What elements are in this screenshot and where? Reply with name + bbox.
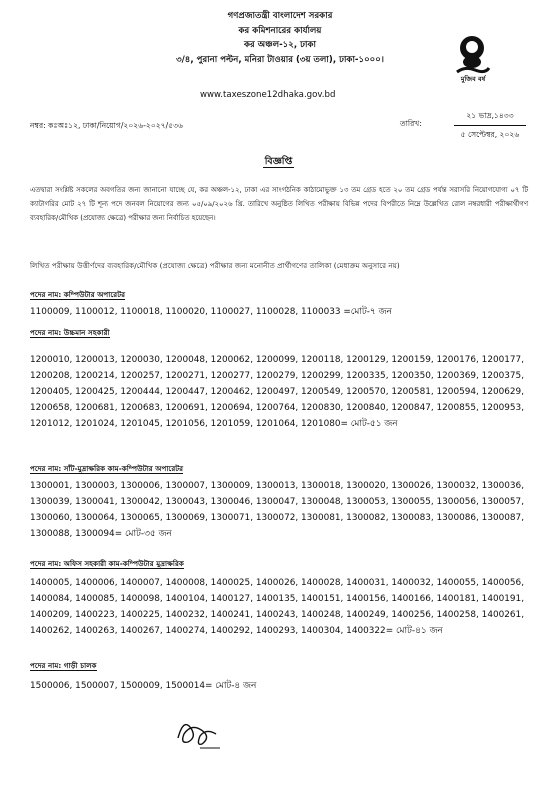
website-link[interactable]: www.taxeszone12dhaka.gov.bd (200, 90, 336, 100)
logo-text: মুজিব বর্ষ (460, 75, 486, 83)
section-rolls-steno-typist: 1300001, 1300003, 1300006, 1300007, 1300009, 1300013, 1300018, 1300020, 1300026, 1300032, 1300036, 1300039, 1300041, 1300042, 1300043, 1300046, 1300047, 1300048, 1300053, 1300055, 1300056, 1300057, 1300060, 1300064, 1300065, 1300069, 1300071, 1300072, 1300081, 1300082, 1300083, 1300086, 1300087, 1300088, 1300094= মোট-৩৫ জন (30, 481, 525, 539)
signature-image (170, 708, 230, 753)
header-address: ৩/৪, পুরানা পল্টন, মনিরা টাওয়ার (৩য় তলা), ঢাকা-১০০০। (176, 55, 384, 65)
section-rolls-office-assistant: 1400005, 1400006, 1400007, 1400008, 1400025, 1400026, 1400028, 1400031, 1400032, 1400055, 1400056, 1400084, 1400085, 1400098, 1400104, 1400127, 1400135, 1400151, 1400156, 1400166, 1400181, 1400191, 1400209, 1400223, 1400225, 1400232, 1400241, 1400243, 1400248, 1400249, 1400256, 1400258, 1400261, 1400262, 1400263, 1400267, 1400274, 1400292, 1400293, 1400304, 1400322= মোট-৪১ জন (30, 578, 525, 636)
date-label: তারিখ: (400, 119, 422, 128)
notice-title: বিজ্ঞপ্তি (264, 156, 293, 167)
section-rolls-computer-operator: 1100009, 1100012, 1100018, 1100020, 1100027, 1100028, 1100033 =মোট-৭ জন (30, 307, 392, 317)
section-heading-steno-typist: পদের নাম: সাঁট-মুদ্রাক্ষরিক কাম-কম্পিউটার অপারেটর (30, 464, 184, 473)
date-english: ৫ সেপ্টেম্বর, ২০২৬ (460, 130, 520, 139)
list-heading: লিখিত পরীক্ষায় উত্তীর্ণদের ব্যবহারিক/মৌখিক (প্রযোজ্য ক্ষেত্রে) পরীক্ষার জন্য মনোনীত প্রার্থীগণের তালিকা (মেধাক্রম অনুসারে নয়) (30, 261, 400, 270)
section-heading-computer-operator: পদের নাম: কম্পিউটার অপারেটর (30, 290, 126, 299)
memo-number: কঃঅঃ১২, ঢাকা/নিয়োগ/২০২৬-২০২৭/৫৩৬ (48, 121, 183, 130)
header-office: কর কমিশনারের কার্যালয় (238, 26, 322, 36)
notice-paragraph: এতদ্বারা সংশ্লিষ্ট সকলের অবগতির জন্য জানানো যাচ্ছে যে, কর অঞ্চল-১২, ঢাকা এর সাংগঠনিক কাঠামোভুক্ত ১৩ তম গ্রেড হতে ২০ তম গ্রেড পর্যন্ত সরাসরি নিয়োগযোগ্য ০৭ টি ক্যাটাগরির মোট ২৭ টি শূন্য পদে জনবল নিয়োগের জন্য ০৫/০৯/২০২৬ খ্রি. তারিখে অনুষ্ঠিত লিখিত পরীক্ষায় বিভিন্ন পদের বিপরীতে নিম্নে উল্লেখিত রোল নম্বরধারী পরীক্ষার্থীগণ ব্যবহারিক/মৌখিক (প্রযোজ্য ক্ষেত্রে) পরীক্ষার জন্য নির্বাচিত হয়েছেন। (30, 186, 528, 222)
date-block (448, 110, 532, 142)
section-heading-upper-division-assistant: পদের নাম: উচ্চমান সহকারী (30, 328, 110, 337)
header-zone: কর অঞ্চল-১২, ঢাকা (244, 40, 316, 50)
date-bangla: ২১ ভাদ্র,১৪৩৩ (466, 111, 514, 120)
header-government: গণপ্রজাতন্ত্রী বাংলাদেশ সরকার (227, 11, 333, 21)
section-rolls-driver: 1500006, 1500007, 1500009, 1500014= মোট-৪ জন (30, 681, 257, 691)
section-heading-office-assistant: পদের নাম: অফিস সহকারী কাম-কম্পিউটার মুদ্রাক্ষরিক (30, 559, 184, 568)
mujib-borsho-logo (445, 32, 500, 87)
section-rolls-upper-division-assistant: 1200010, 1200013, 1200030, 1200048, 1200062, 1200099, 1200118, 1200129, 1200159, 1200176, 1200177, 1200208, 1200214, 1200257, 1200271, 1200277, 1200279, 1200299, 1200335, 1200350, 1200369, 1200375, 1200405, 1200425, 1200444, 1200447, 1200462, 1200497, 1200549, 1200570, 1200581, 1200594, 1200629, 1200658, 1200681, 1200683, 1200691, 1200694, 1200764, 1200830, 1200840, 1200847, 1200855, 1200953, 1201012, 1201024, 1201045, 1201056, 1201059, 1201064, 1201080= মোট-৫১ জন (30, 355, 525, 429)
section-heading-driver: পদের নাম: গাড়ী চালক (30, 661, 97, 670)
memo-number-row (30, 120, 183, 133)
memo-label: নম্বর: (30, 121, 46, 130)
